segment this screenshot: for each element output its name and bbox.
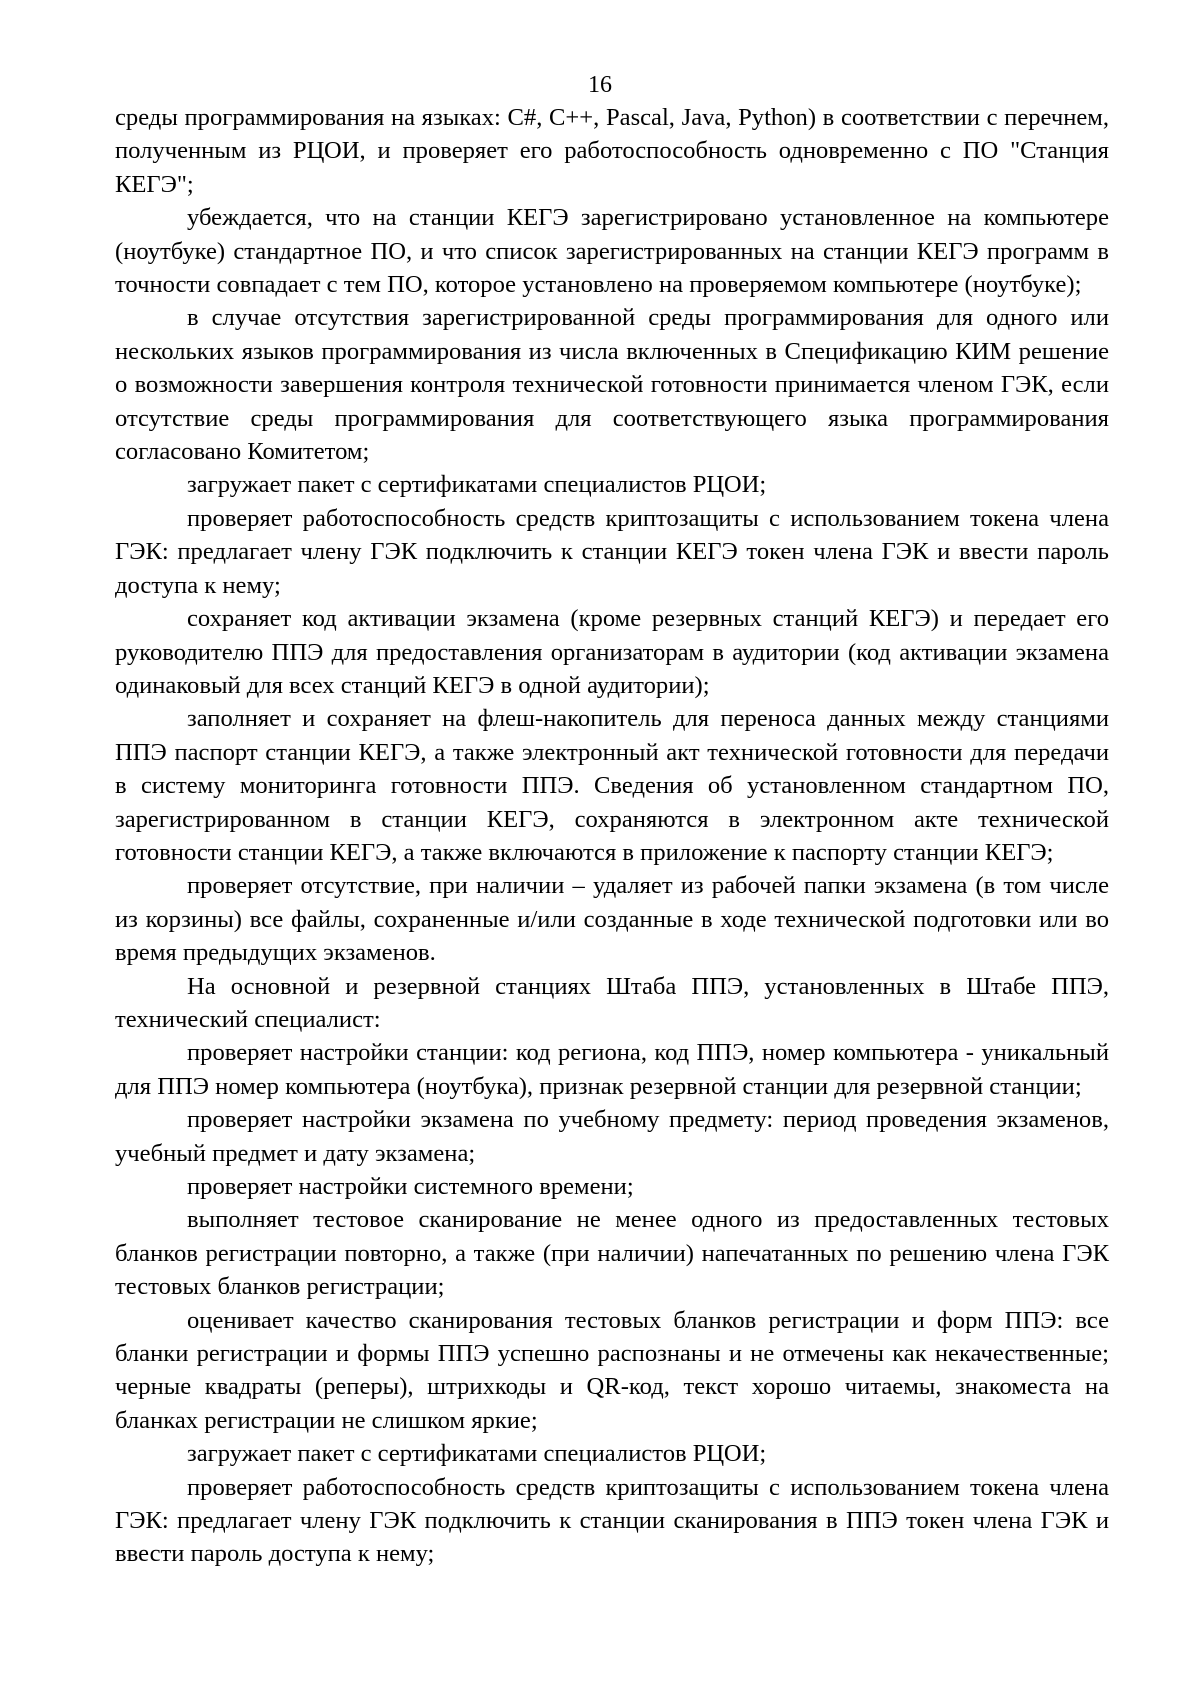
document-body	[115, 101, 1109, 1571]
paragraph-load-certificates: загружает пакет с сертификатами специалистов РЦОИ;	[187, 471, 767, 499]
paragraph-exam-settings: проверяет настройки экзамена по учебному предмету: период проведения экзаменов, учебный предмет и дату экзамена;	[115, 1106, 1109, 1167]
paragraph-load-certificates-repeat: загружает пакет с сертификатами специалистов РЦОИ;	[187, 1440, 767, 1468]
paragraph-station-passport: заполняет и сохраняет на флеш-накопитель для переноса данных между станциями ППЭ паспорт станции КЕГЭ, а также электронный акт технической готовности для передачи в систему мониторинга готовности ППЭ. Сведения об установленном стандартном ПО, зарегистрированном в станции КЕГЭ, сохраняются в электронном акте технической готовности станции КЕГЭ, а также включаются в приложение к паспорту станции КЕГЭ;	[115, 705, 1109, 866]
paragraph-clean-work-folder: проверяет отсутствие, при наличии – удаляет из рабочей папки экзамена (в том числе из корзины) все файлы, сохраненные и/или созданные в ходе технической подготовки или во время предыдущих экзаменов.	[115, 872, 1109, 967]
paragraph-crypto-check-scanning: проверяет работоспособность средств криптозащиты с использованием токена члена ГЭК: предлагает члену ГЭК подключить к станции сканирования в ППЭ токен члена ГЭК и ввести пароль доступа к нему;	[115, 1473, 1109, 1568]
paragraph-continuation: среды программирования на языках: C#, C++, Pascal, Java, Python) в соответствии с перечнем, полученным из РЦОИ, и проверяет его работоспособность одновременно с ПО "Станция КЕГЭ";	[115, 104, 1109, 198]
paragraph-crypto-check: проверяет работоспособность средств криптозащиты с использованием токена члена ГЭК: предлагает члену ГЭК подключить к станции КЕГЭ токен члена ГЭК и ввести пароль доступа к нему;	[115, 504, 1109, 599]
paragraph-registered-software-check: убеждается, что на станции КЕГЭ зарегистрировано установленное на компьютере (ноутбуке) стандартное ПО, и что список зарегистрированных на станции КЕГЭ программ в точности совпадает с тем ПО, которое установлено на проверяемом компьютере (ноутбуке);	[115, 204, 1109, 299]
paragraph-test-scanning: выполняет тестовое сканирование не менее одного из предоставленных тестовых бланков регистрации повторно, а также (при наличии) напечатанных по решению члена ГЭК тестовых бланков регистрации;	[115, 1206, 1109, 1301]
paragraph-system-time: проверяет настройки системного времени;	[187, 1173, 634, 1200]
paragraph-headquarters-stations: На основной и резервной станциях Штаба ППЭ, установленных в Штабе ППЭ, технический специалист:	[115, 972, 1109, 1033]
paragraph-activation-code: сохраняет код активации экзамена (кроме резервных станций КЕГЭ) и передает его руководителю ППЭ для предоставления организаторам в аудитории (код активации экзамена одинаковый для всех станций КЕГЭ в одной аудитории);	[115, 605, 1109, 699]
page-number: 16	[588, 72, 612, 98]
paragraph-station-settings: проверяет настройки станции: код региона, код ППЭ, номер компьютера - уникальный для ППЭ номер компьютера (ноутбука), признак резервной станции для резервной станции;	[115, 1039, 1109, 1100]
paragraph-scan-quality: оценивает качество сканирования тестовых бланков регистрации и форм ППЭ: все бланки регистрации и формы ППЭ успешно распознаны и не отмечены как некачественные; черные квадраты (реперы), штрихкоды и QR-код, текст хорошо читаемы, знакоместа на бланках регистрации не слишком яркие;	[115, 1306, 1109, 1434]
paragraph-missing-environment-decision: в случае отсутствия зарегистрированной среды программирования для одного или нескольких языков программирования из числа включенных в Спецификацию КИМ решение о возможности завершения контроля технической готовности принимается членом ГЭК, если отсутствие среды программирования для соответствующего языка программирования согласовано Комитетом;	[115, 304, 1109, 466]
